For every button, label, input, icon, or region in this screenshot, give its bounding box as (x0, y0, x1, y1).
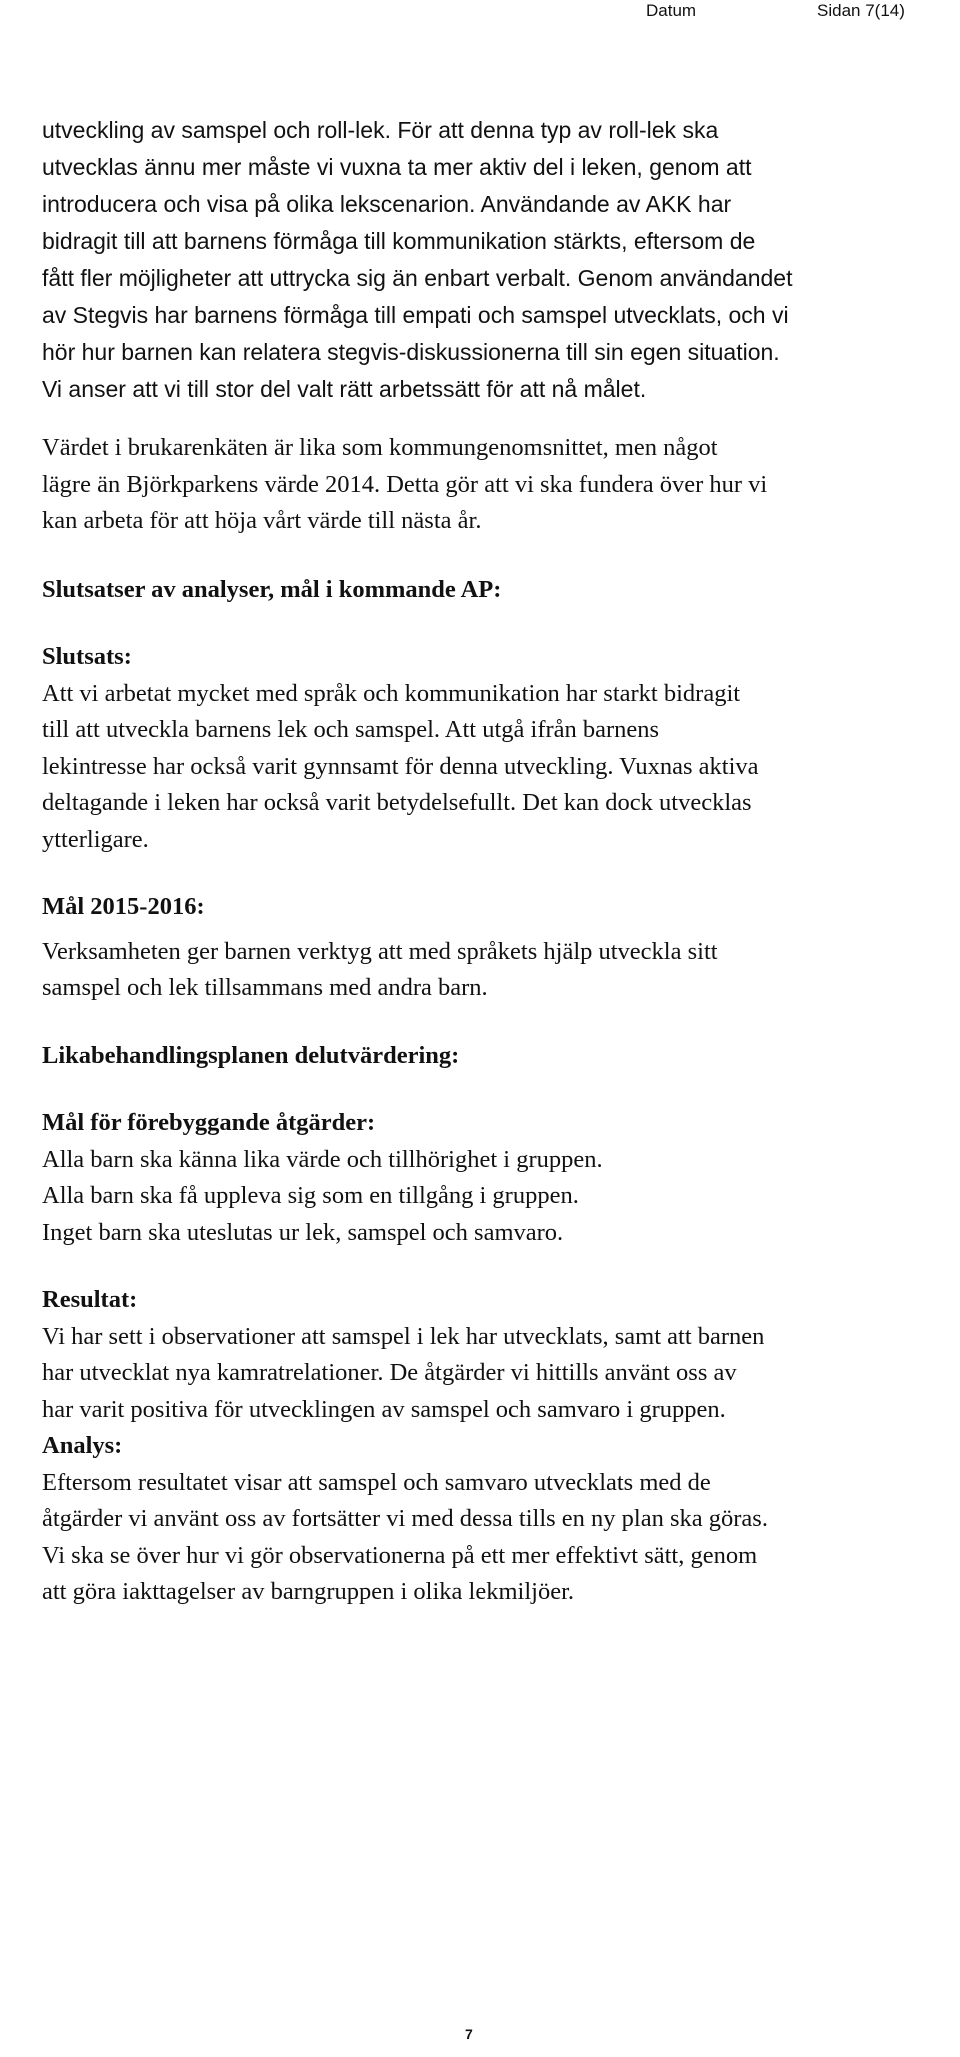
text-line: Vi ska se över hur vi gör observationerna på ett mer effektivt sätt, genom (42, 1541, 758, 1569)
subheading-slutsats: Slutsats: (42, 643, 132, 670)
subheading-mal: Mål 2015-2016: (42, 893, 205, 920)
text-line: kan arbeta för att höja vårt värde till nästa år. (42, 507, 482, 534)
text-line: utveckling av samspel och roll-lek. För att denna typ av roll-lek ska (42, 117, 719, 143)
page-number: 7 (465, 2026, 473, 2042)
text-line: Alla barn ska få uppleva sig som en tillgång i gruppen. (42, 1182, 579, 1209)
subheading-resultat: Resultat: (42, 1286, 138, 1313)
text-line: ytterligare. (42, 825, 149, 853)
resultat-paragraph (42, 1319, 942, 1429)
text-line: har utvecklat nya kamratrelationer. De åtgärder vi hittills använt oss av (42, 1359, 737, 1386)
text-line: Inget barn ska uteslutas ur lek, samspel och samvaro. (42, 1218, 564, 1246)
subheading-forebyggande: Mål för förebyggande åtgärder: (42, 1109, 376, 1136)
analys-paragraph (42, 1465, 942, 1611)
text-line: att göra iakttagelser av barngruppen i olika lekmiljöer. (42, 1578, 575, 1605)
section-heading-likabehandling: Likabehandlingsplanen delutvärdering: (42, 1041, 460, 1069)
text-line: har varit positiva för utvecklingen av samspel och samvaro i gruppen. (42, 1395, 726, 1423)
text-line: Alla barn ska känna lika värde och tillhörighet i gruppen. (42, 1145, 603, 1173)
text-line: Verksamheten ger barnen verktyg att med språkets hjälp utveckla sitt (42, 937, 718, 965)
slutsats-paragraph (42, 676, 942, 859)
text-line: deltagande i leken har också varit betydelsefullt. Det kan dock utvecklas (42, 789, 752, 816)
document-body (42, 112, 942, 1611)
section-heading-slutsatser: Slutsatser av analyser, mål i kommande AP: (42, 575, 502, 603)
text-line: åtgärder vi använt oss av fortsätter vi med dessa tills en ny plan ska göras. (42, 1505, 768, 1532)
text-line: av Stegvis har barnens förmåga till empati och samspel utvecklats, och vi (42, 302, 789, 328)
text-line: introducera och visa på olika lekscenarion. Användande av AKK har (42, 191, 732, 217)
mal-paragraph (42, 934, 942, 1007)
header-page-number: Sidan 7(14) (817, 1, 905, 20)
text-line: till att utveckla barnens lek och samspel. Att utgå ifrån barnens (42, 716, 660, 743)
survey-paragraph (42, 430, 942, 540)
header-datum: Datum (646, 1, 697, 20)
text-line: Vi anser att vi till stor del valt rätt arbetssätt för att nå målet. (42, 376, 647, 402)
text-line: Vi har sett i observationer att samspel i lek har utvecklats, samt att barnen (42, 1322, 765, 1350)
text-line: hör hur barnen kan relatera stegvis-diskussionerna till sin egen situation. (42, 339, 780, 365)
page-header (0, 0, 960, 24)
intro-paragraph (42, 112, 942, 408)
text-line: fått fler möjligheter att uttrycka sig än enbart verbalt. Genom användandet (42, 265, 793, 291)
text-line: Eftersom resultatet visar att samspel och samvaro utvecklats med de (42, 1468, 711, 1496)
text-line: lägre än Björkparkens värde 2014. Detta gör att vi ska fundera över hur vi (42, 470, 768, 498)
subheading-analys: Analys: (42, 1432, 123, 1459)
text-line: samspel och lek tillsammans med andra barn. (42, 974, 488, 1001)
text-line: Att vi arbetat mycket med språk och kommunikation har starkt bidragit (42, 679, 741, 707)
text-line: Värdet i brukarenkäten är lika som kommungenomsnittet, men något (42, 434, 718, 461)
text-line: utvecklas ännu mer måste vi vuxna ta mer aktiv del i leken, genom att (42, 154, 752, 180)
forebyggande-paragraph (42, 1142, 942, 1252)
text-line: bidragit till att barnens förmåga till kommunikation stärkts, eftersom de (42, 228, 756, 254)
text-line: lekintresse har också varit gynnsamt för denna utveckling. Vuxnas aktiva (42, 752, 759, 780)
